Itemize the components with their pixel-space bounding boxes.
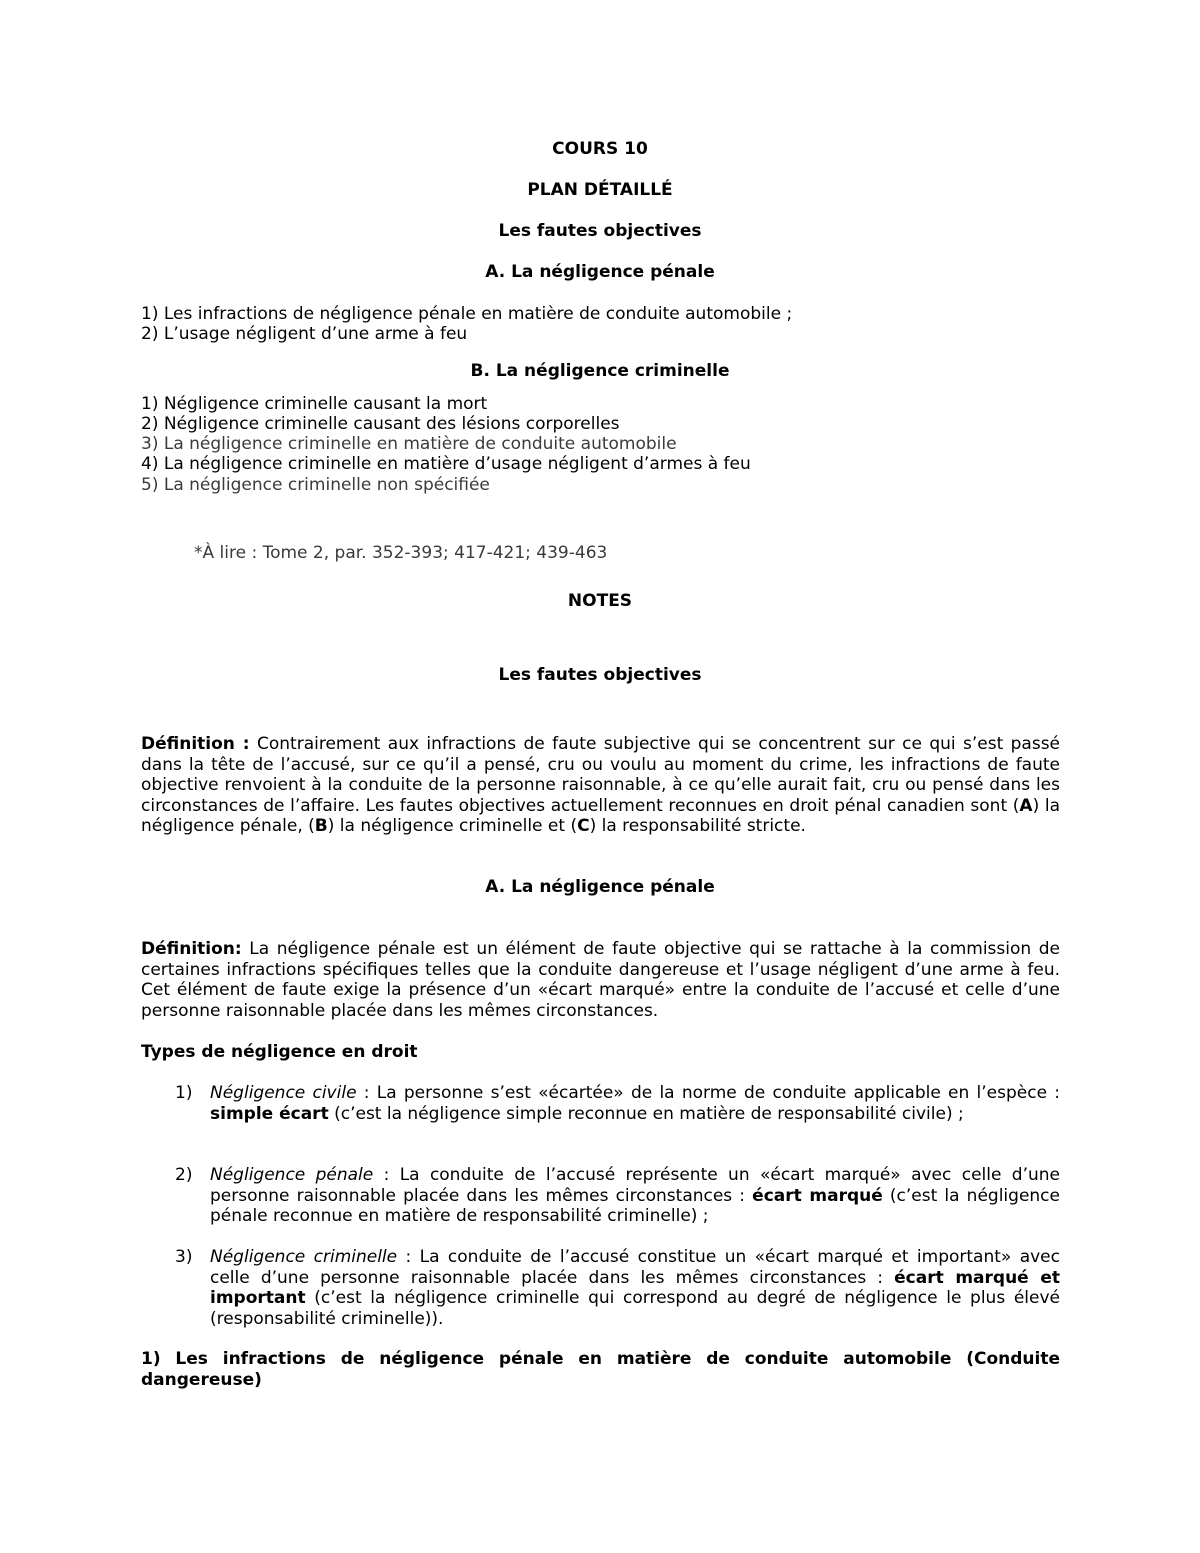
- definition-label: Définition :: [141, 734, 250, 754]
- plan-part-a-item: 1) Les infractions de négligence pénale en matière de conduite automobile ;: [141, 304, 793, 324]
- plan-heading: PLAN DÉTAILLÉ: [527, 180, 673, 200]
- type-term: Négligence criminelle: [210, 1247, 398, 1267]
- plan-part-b-heading: B. La négligence criminelle: [470, 361, 730, 381]
- plan-part-a-item: 2) L’usage négligent d’une arme à feu: [141, 324, 468, 344]
- definition-letter: A: [1019, 795, 1033, 816]
- type-text: : La personne s’est «écartée» de la norme de conduite applicable en l’espèce :: [356, 1083, 1061, 1103]
- plan-part-b-item: 4) La négligence criminelle en matière d’usage négligent d’armes à feu: [141, 454, 751, 474]
- notes-section-title: Les fautes objectives: [498, 665, 702, 685]
- type-text: (c’est la négligence simple reconnue en matière de responsabilité civile) ;: [328, 1103, 964, 1124]
- type-number: 3): [175, 1247, 193, 1267]
- plan-part-b-item: 2) Négligence criminelle causant des lésions corporelles: [141, 414, 620, 434]
- type-emphasis: écart marqué et important: [210, 1267, 1060, 1309]
- definition-paragraph: [141, 734, 1060, 837]
- plan-section-title: Les fautes objectives: [498, 221, 702, 241]
- definition-text: Contrairement aux infractions de faute subjective qui se concentrent sur ce qui s’est passé dans la tête de l’accusé, sur ce qu’il a pensé, cru ou voulu au moment du crime, les infractions de faute objective renvoient à la conduite de la personne raisonnable, à ce qu’elle aurait fait, cru ou pensé dans les circonstances de l’affaire. Les fautes objectives actuellement reconnues en droit pénal canadien sont (: [141, 734, 1061, 816]
- plan-part-b-item: 5) La négligence criminelle non spécifiée: [141, 475, 490, 495]
- type-emphasis: simple écart: [210, 1103, 329, 1124]
- definition-text: La négligence pénale est un élément de faute objective qui se rattache à la commission de certaines infractions spécifiques telles que la conduite dangereuse et l’usage négligent d’une arme à feu. Cet élément de faute exige la présence d’un «écart marqué» entre la conduite de l’accusé et celle d’une personne raisonnable placée dans les mêmes circonstances.: [141, 939, 1060, 1021]
- type-text: (c’est la négligence criminelle qui correspond au degré de négligence le plus élevé (responsabilité criminelle)).: [210, 1288, 1060, 1329]
- type-item: [210, 1165, 1060, 1227]
- type-number: 1): [175, 1083, 193, 1103]
- notes-heading: NOTES: [567, 591, 633, 611]
- plan-part-a-heading: A. La négligence pénale: [485, 262, 715, 282]
- type-term: Négligence civile: [210, 1083, 357, 1103]
- type-item: [210, 1083, 1060, 1124]
- type-text: : La conduite de l’accusé représente un «écart marqué» avec celle d’une personne raisonnable placée dans les mêmes circonstances :: [210, 1165, 1060, 1206]
- type-emphasis: écart marqué: [752, 1185, 883, 1206]
- types-heading: Types de négligence en droit: [141, 1042, 418, 1062]
- definition-text: ) la négligence pénale, (: [141, 795, 1060, 837]
- subsection-heading: 1) Les infractions de négligence pénale en matière de conduite automobile (Conduite dangereuse): [141, 1349, 1060, 1390]
- type-text: : La conduite de l’accusé constitue un «écart marqué et important» avec celle d’une personne raisonnable placée dans les mêmes circonstances :: [210, 1247, 1060, 1288]
- type-item: [210, 1247, 1060, 1329]
- type-text: (c’est la négligence pénale reconnue en matière de responsabilité criminelle) ;: [210, 1185, 1060, 1227]
- notes-part-a-heading: A. La négligence pénale: [485, 877, 715, 897]
- definition-text: ) la responsabilité stricte.: [589, 816, 806, 837]
- plan-part-b-item: 1) Négligence criminelle causant la mort: [141, 394, 488, 414]
- plan-part-b-item: 3) La négligence criminelle en matière de conduite automobile: [141, 434, 677, 454]
- type-term: Négligence pénale: [210, 1165, 374, 1185]
- definition-letter: C: [577, 816, 590, 837]
- type-number: 2): [175, 1165, 193, 1185]
- course-title: COURS 10: [552, 139, 648, 159]
- definition-label: Définition:: [141, 939, 242, 959]
- definition-text: ) la négligence criminelle et (: [327, 816, 578, 837]
- definition-letter: B: [314, 816, 328, 837]
- penal-definition-paragraph: [141, 939, 1060, 1021]
- reading-reference: *À lire : Tome 2, par. 352-393; 417-421; 439-463: [194, 543, 608, 563]
